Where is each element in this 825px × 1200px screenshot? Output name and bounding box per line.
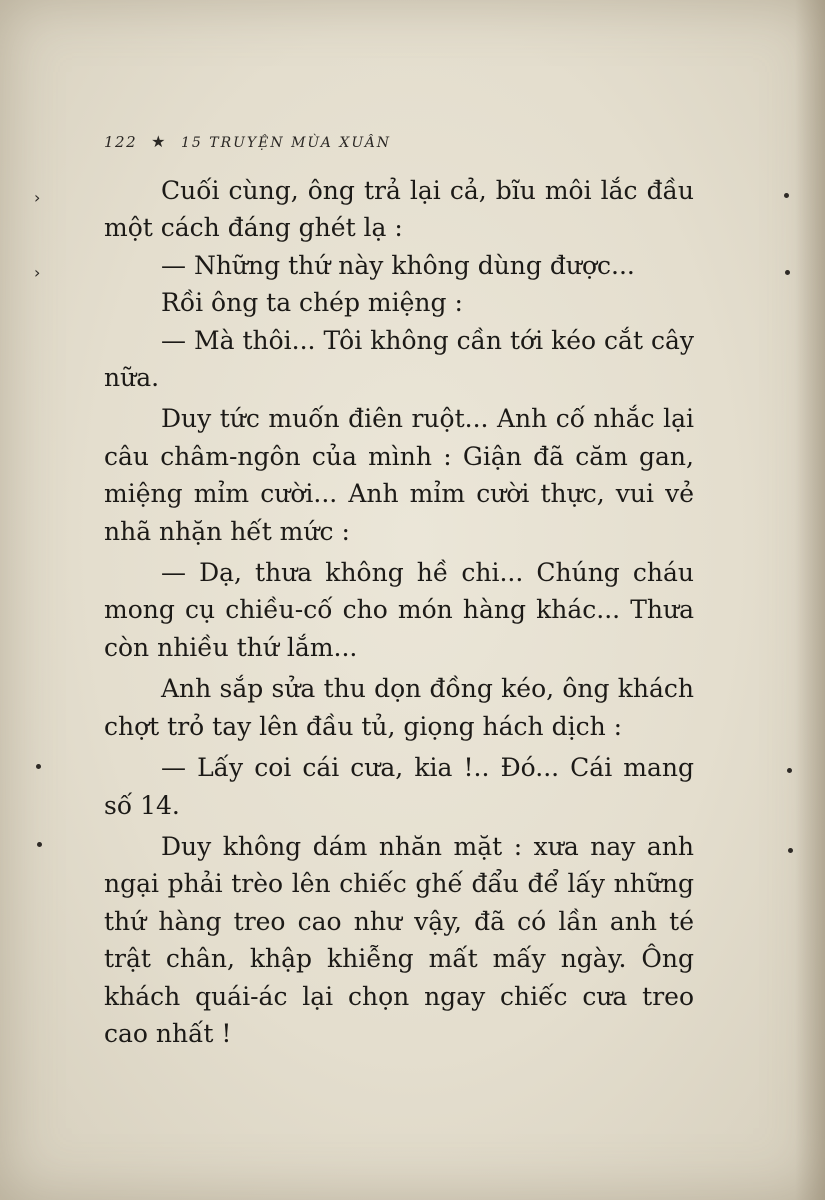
star-icon: ★ [151, 132, 167, 151]
binding-hole-icon [785, 270, 790, 275]
paragraph: Rồi ông ta chép miệng : [161, 288, 463, 318]
binding-hole-icon [784, 193, 789, 198]
binding-hole-icon [36, 764, 41, 769]
binding-hole-icon [37, 842, 42, 847]
page-number: 122 [104, 133, 138, 151]
binding-hole-icon [788, 848, 793, 853]
paragraph: Anh sắp sửa thu dọn đồng kéo, ông khách chợt trỏ tay lên đầu tủ, giọng hách dịch : [104, 674, 694, 741]
page-body [104, 172, 694, 1052]
paragraph: — Những thứ này không dùng được... [161, 250, 635, 280]
margin-mark-icon: › [34, 188, 41, 207]
running-header [104, 132, 391, 151]
book-title: 15 TRUYỆN MÙA XUÂN [180, 135, 392, 151]
paragraph: — Mà thôi... Tôi không cần tới kéo cắt cây nữa. [104, 325, 694, 393]
paragraph: Cuối cùng, ông trả lại cả, bĩu môi lắc đầu một cách đáng ghét lạ : [104, 176, 694, 243]
paragraph: Duy không dám nhăn mặt : xưa nay anh ngại phải trèo lên chiếc ghế đẩu để lấy những thứ hàng treo cao như vậy, đã có lần anh té trật chân, khập khiễng mất mấy ngày. Ông khách quái-ác lại chọn ngay chiếc cưa treo cao nhất ! [104, 831, 694, 1048]
paragraph: — Lấy coi cái cưa, kia !.. Đó... Cái mang số 14. [104, 753, 694, 820]
binding-hole-icon [787, 768, 792, 773]
paragraph: — Dạ, thưa không hề chi... Chúng cháu mong cụ chiều-cố cho món hàng khác... Thưa còn nhiều thứ lắm... [104, 558, 694, 662]
paragraph: Duy tức muốn điên ruột... Anh cố nhắc lại câu châm-ngôn của mình : Giận đã căm gan, miệng mỉm cười... Anh mỉm cười thực, vui vẻ nhã nhặn hết mức : [104, 404, 694, 546]
page-edge-shadow [795, 0, 825, 1200]
margin-mark-icon: › [34, 263, 41, 282]
